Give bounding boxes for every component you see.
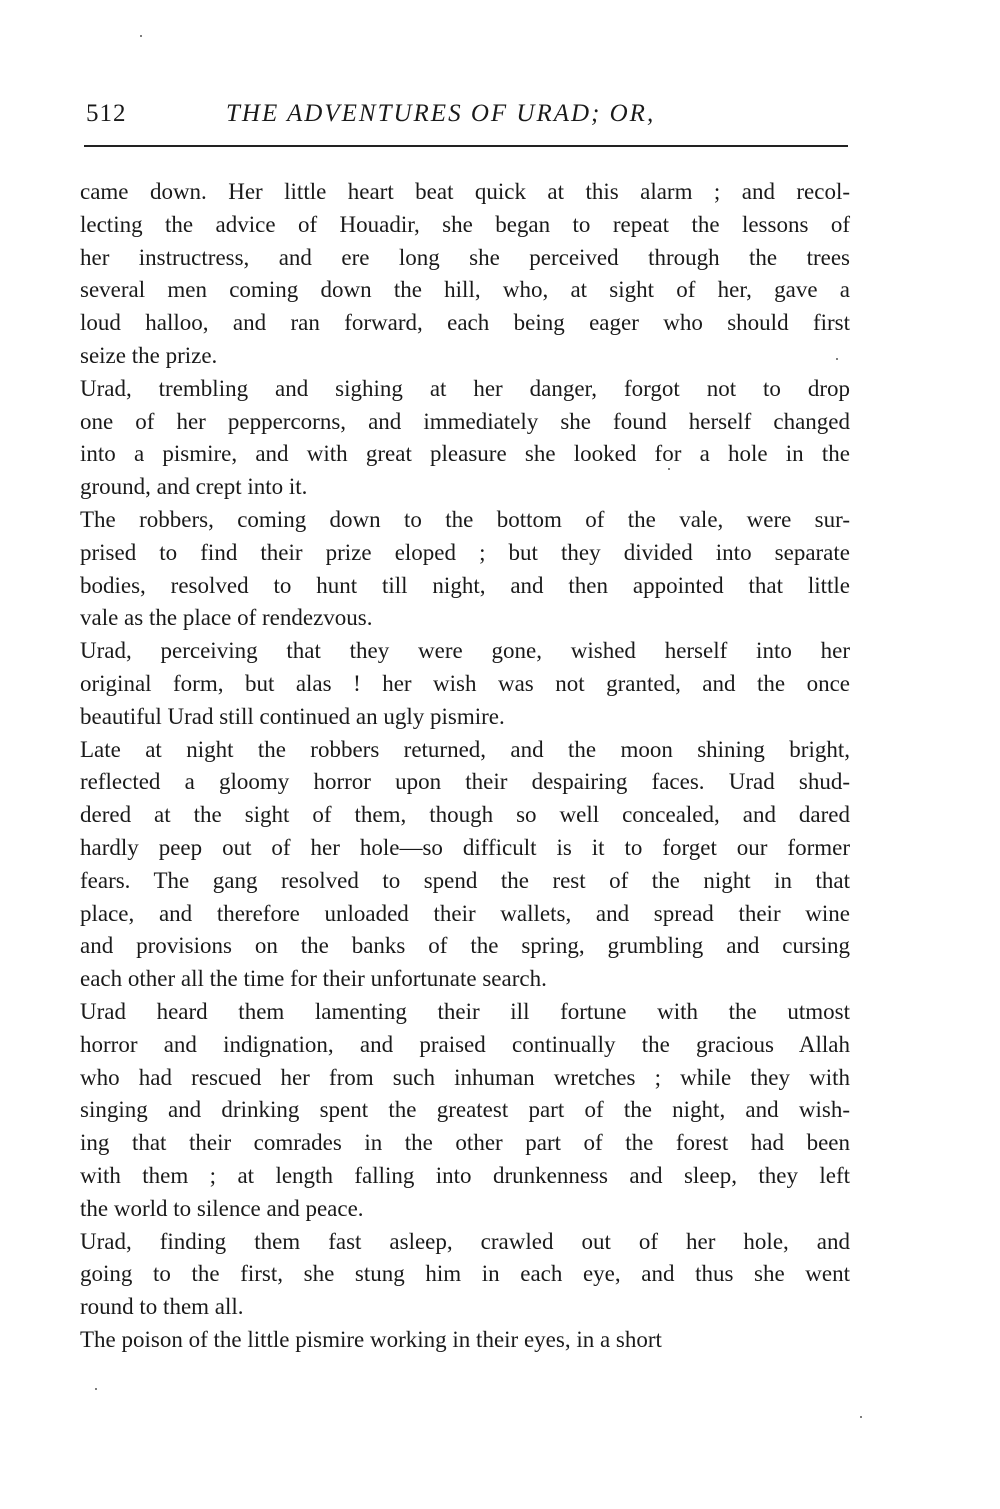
text-line: ing that their comrades in the other part of the forest had been — [80, 1130, 850, 1156]
text-line: and provisions on the banks of the spring, grumbling and cursing — [80, 933, 850, 959]
text-line: one of her peppercorns, and immediately she found herself changed — [80, 408, 850, 434]
text-line: the world to silence and peace. — [80, 1195, 364, 1221]
text-line: into a pismire, and with great pleasure she looked for a hole in the — [80, 441, 850, 467]
text-line: reflected a gloomy horror upon their despairing faces. Urad shud- — [80, 769, 850, 795]
paragraph — [80, 176, 850, 373]
print-speck — [95, 1388, 97, 1390]
text-line: lecting the advice of Houadir, she began to repeat the lessons of — [80, 211, 850, 237]
paragraph — [80, 1324, 850, 1357]
text-line: The robbers, coming down to the bottom of the vale, were sur- — [80, 506, 850, 532]
print-speck — [668, 468, 670, 470]
paragraph — [80, 373, 850, 504]
text-line: her instructress, and ere long she perceived through the trees — [80, 244, 850, 270]
text-line: several men coming down the hill, who, at sight of her, gave a — [80, 277, 850, 303]
print-speck — [836, 358, 838, 360]
text-line: Late at night the robbers returned, and the moon shining bright, — [80, 736, 850, 762]
print-speck — [860, 1416, 862, 1418]
print-speck — [140, 35, 142, 37]
text-line: bodies, resolved to hunt till night, and then appointed that little — [80, 572, 850, 598]
text-line: round to them all. — [80, 1294, 244, 1320]
text-line: hardly peep out of her hole—so difficult is it to forget our former — [80, 834, 850, 860]
text-line: place, and therefore unloaded their wallets, and spread their wine — [80, 900, 850, 926]
text-line: dered at the sight of them, though so well concealed, and dared — [80, 802, 850, 828]
paragraph — [80, 734, 850, 996]
text-line: who had rescued her from such inhuman wretches ; while they with — [80, 1064, 850, 1090]
paragraph — [80, 1226, 850, 1324]
text-line: loud halloo, and ran forward, each being eager who should first — [80, 310, 850, 336]
text-line: original form, but alas ! her wish was not granted, and the once — [80, 670, 850, 696]
body-text — [80, 176, 850, 1357]
page-number: 512 — [86, 100, 127, 127]
text-line: Urad, finding them fast asleep, crawled out of her hole, and — [80, 1228, 850, 1254]
text-line: singing and drinking spent the greatest part of the night, and wish- — [80, 1097, 850, 1123]
paragraph — [80, 996, 850, 1226]
text-line: with them ; at length falling into drunkenness and sleep, they left — [80, 1162, 850, 1188]
text-line: going to the first, she stung him in each eye, and thus she went — [80, 1261, 850, 1287]
text-line: Urad heard them lamenting their ill fortune with the utmost — [80, 998, 850, 1024]
text-line: prised to find their prize eloped ; but they divided into separate — [80, 539, 850, 565]
text-line: vale as the place of rendezvous. — [80, 605, 373, 631]
text-line: beautiful Urad still continued an ugly pismire. — [80, 703, 505, 729]
text-line: fears. The gang resolved to spend the rest of the night in that — [80, 867, 850, 893]
paragraph — [80, 504, 850, 635]
text-line: Urad, perceiving that they were gone, wished herself into her — [80, 638, 850, 664]
running-title: THE ADVENTURES OF URAD; OR, — [226, 100, 656, 127]
text-line: Urad, trembling and sighing at her danger, forgot not to drop — [80, 375, 850, 401]
text-line: horror and indignation, and praised continually the gracious Allah — [80, 1031, 850, 1057]
text-line: each other all the time for their unfortunate search. — [80, 966, 547, 992]
text-line: The poison of the little pismire working in their eyes, in a short — [80, 1326, 662, 1352]
paragraph — [80, 635, 850, 733]
running-head — [86, 100, 850, 140]
text-line: seize the prize. — [80, 342, 218, 368]
text-line: ground, and crept into it. — [80, 474, 308, 500]
text-line: came down. Her little heart beat quick at this alarm ; and recol- — [80, 179, 850, 204]
header-rule — [84, 145, 848, 147]
